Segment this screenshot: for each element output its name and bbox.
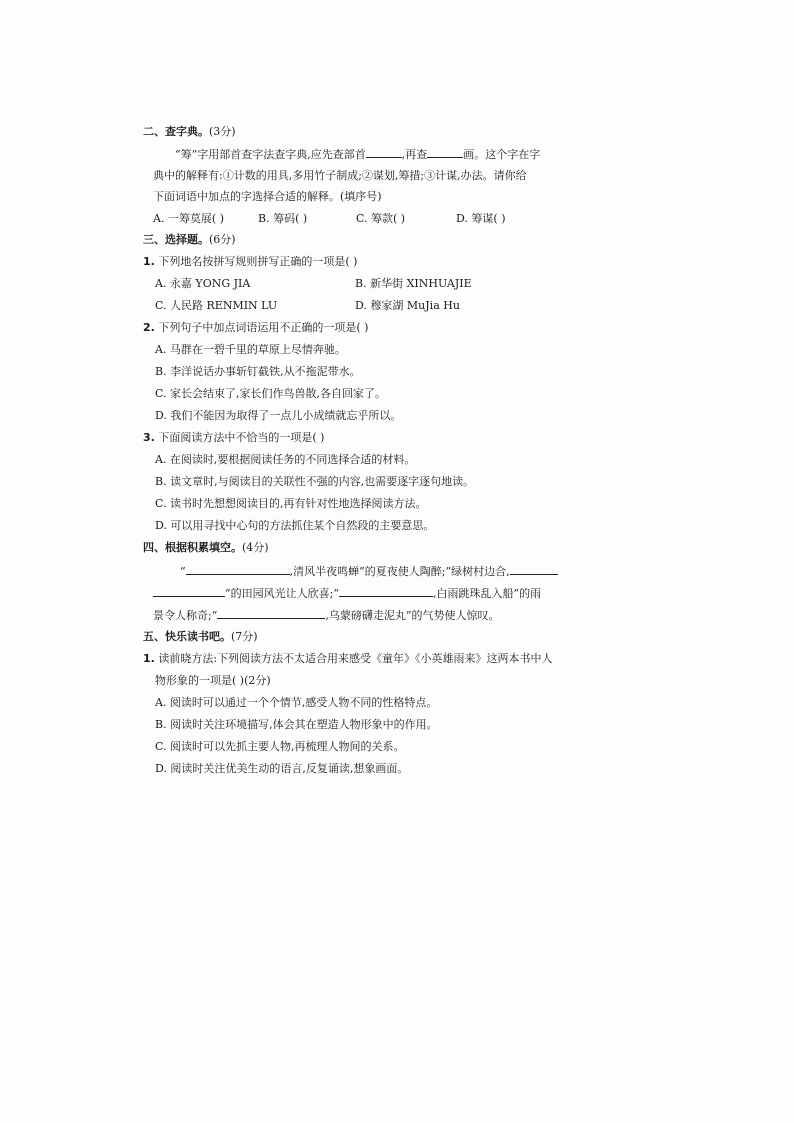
sec3-q3-option-a[interactable]: A. 在阅读时,要根据阅读任务的不同选择合适的材料。 bbox=[155, 453, 416, 466]
sec3-q2-option-d[interactable]: D. 我们不能因为取得了一点儿小成绩就忘乎所以。 bbox=[155, 409, 402, 422]
sec3-q1-option-d[interactable]: D. 穆家湖 MuJia Hu bbox=[355, 299, 460, 312]
question-text: 下面阅读方法中不恰当的一项是( ) bbox=[158, 431, 325, 444]
sec3-q1-option-a[interactable]: A. 永嘉 YONG JIA bbox=[155, 277, 251, 290]
text: ,白雨跳珠乱入船”的雨 bbox=[432, 587, 542, 600]
question-number: 2. bbox=[143, 321, 155, 334]
sec2-option-a[interactable]: A. 一筹莫展( ) bbox=[153, 212, 225, 225]
sec3-q3-option-d[interactable]: D. 可以用寻找中心句的方法抓住某个自然段的主要意思。 bbox=[155, 519, 435, 532]
fill-blank-2a[interactable] bbox=[510, 563, 558, 575]
section-4-heading bbox=[143, 540, 269, 555]
sec2-paragraph-line-3: 下面词语中加点的字选择合适的解释。(填序号) bbox=[153, 190, 382, 203]
question-number: 1. bbox=[143, 652, 155, 665]
question-text: 下列地名按拼写规则拼写正确的一项是( ) bbox=[158, 255, 358, 268]
question-text: 下列句子中加点词语运用不正确的一项是( ) bbox=[158, 321, 369, 334]
sec3-q3-option-b[interactable]: B. 读文章时,与阅读目的关联性不强的内容,也需要逐字逐句地读。 bbox=[155, 475, 475, 488]
section-2-heading bbox=[143, 124, 236, 139]
section-title: 二、查字典。 bbox=[143, 125, 209, 138]
question-text: 读前晓方法:下列阅读方法不太适合用来感受《童年》《小英雄雨来》这两本书中人 bbox=[158, 652, 553, 665]
text: 景令人称奇;“ bbox=[153, 609, 218, 622]
sec3-q1-stem bbox=[143, 254, 357, 269]
sec3-q1-option-c[interactable]: C. 人民路 RENMIN LU bbox=[155, 299, 278, 312]
fill-blank-4[interactable] bbox=[217, 607, 325, 619]
sec5-q1-stem-line-2: 物形象的一项是( )(2分) bbox=[155, 674, 271, 687]
text: ,再查 bbox=[401, 148, 428, 161]
section-points: (7分) bbox=[231, 630, 258, 643]
section-5-heading bbox=[143, 629, 258, 644]
sec3-q3-option-c[interactable]: C. 读书时先想想阅读目的,再有针对性地选择阅读方法。 bbox=[155, 497, 427, 510]
sec5-q1-option-d[interactable]: D. 阅读时关注优美生动的语言,反复诵读,想象画面。 bbox=[155, 762, 409, 775]
text: ”的田园风光让人欣喜;“ bbox=[225, 587, 339, 600]
section-points: (3分) bbox=[209, 125, 236, 138]
fill-blank-3[interactable] bbox=[339, 585, 433, 597]
sec3-q2-stem bbox=[143, 320, 368, 335]
question-number: 1. bbox=[143, 255, 155, 268]
sec4-line-3 bbox=[153, 607, 499, 623]
sec2-paragraph-line-2: 典中的解释有:①计数的用具,多用竹子制成;②谋划,筹措;③计谋,办法。请你给 bbox=[153, 169, 527, 182]
section-points: (4分) bbox=[242, 541, 269, 554]
sec4-line-2 bbox=[153, 585, 541, 601]
section-title: 四、根据积累填空。 bbox=[143, 541, 242, 554]
fill-blank-1[interactable] bbox=[186, 563, 290, 575]
sec5-q1-option-c[interactable]: C. 阅读时可以先抓主要人物,再梳理人物间的关系。 bbox=[155, 740, 405, 753]
sec3-q2-option-c[interactable]: C. 家长会结束了,家长们作鸟兽散,各自回家了。 bbox=[155, 387, 387, 400]
sec5-q1-option-b[interactable]: B. 阅读时关注环境描写,体会其在塑造人物形象中的作用。 bbox=[155, 718, 438, 731]
section-title: 三、选择题。 bbox=[143, 233, 209, 246]
text: 画。这个字在字 bbox=[463, 148, 541, 161]
section-title: 五、快乐读书吧。 bbox=[143, 630, 231, 643]
sec3-q1-option-b[interactable]: B. 新华街 XINHUAJIE bbox=[355, 277, 472, 290]
sec2-option-b[interactable]: B. 筹码( ) bbox=[258, 212, 308, 225]
sec2-paragraph-line-1 bbox=[175, 146, 540, 162]
sec3-q2-option-a[interactable]: A. 马群在一碧千里的草原上尽情奔驰。 bbox=[155, 343, 346, 356]
fill-blank-2b[interactable] bbox=[153, 585, 225, 597]
question-number: 3. bbox=[143, 431, 155, 444]
blank-radical[interactable] bbox=[366, 146, 402, 158]
section-3-heading bbox=[143, 232, 236, 247]
section-points: (6分) bbox=[209, 233, 236, 246]
sec3-q2-option-b[interactable]: B. 李洋说话办事斩钉截铁,从不拖泥带水。 bbox=[155, 365, 361, 378]
text: ,乌蒙磅礴走泥丸”的气势使人惊叹。 bbox=[325, 609, 500, 622]
blank-strokes[interactable] bbox=[427, 146, 463, 158]
sec2-option-c[interactable]: C. 筹款( ) bbox=[356, 212, 406, 225]
sec5-q1-stem-line-1 bbox=[143, 651, 553, 666]
sec2-option-d[interactable]: D. 筹谋( ) bbox=[456, 212, 506, 225]
text: ,清风半夜鸣蝉”的夏夜使人陶醉;“绿树村边合, bbox=[289, 565, 510, 578]
sec3-q3-stem bbox=[143, 430, 324, 445]
sec4-line-1 bbox=[180, 563, 558, 579]
text: “筹”字用部首查字法查字典,应先查部首 bbox=[175, 148, 366, 161]
sec5-q1-option-a[interactable]: A. 阅读时可以通过一个个情节,感受人物不同的性格特点。 bbox=[155, 696, 438, 709]
text: “ bbox=[180, 565, 186, 578]
